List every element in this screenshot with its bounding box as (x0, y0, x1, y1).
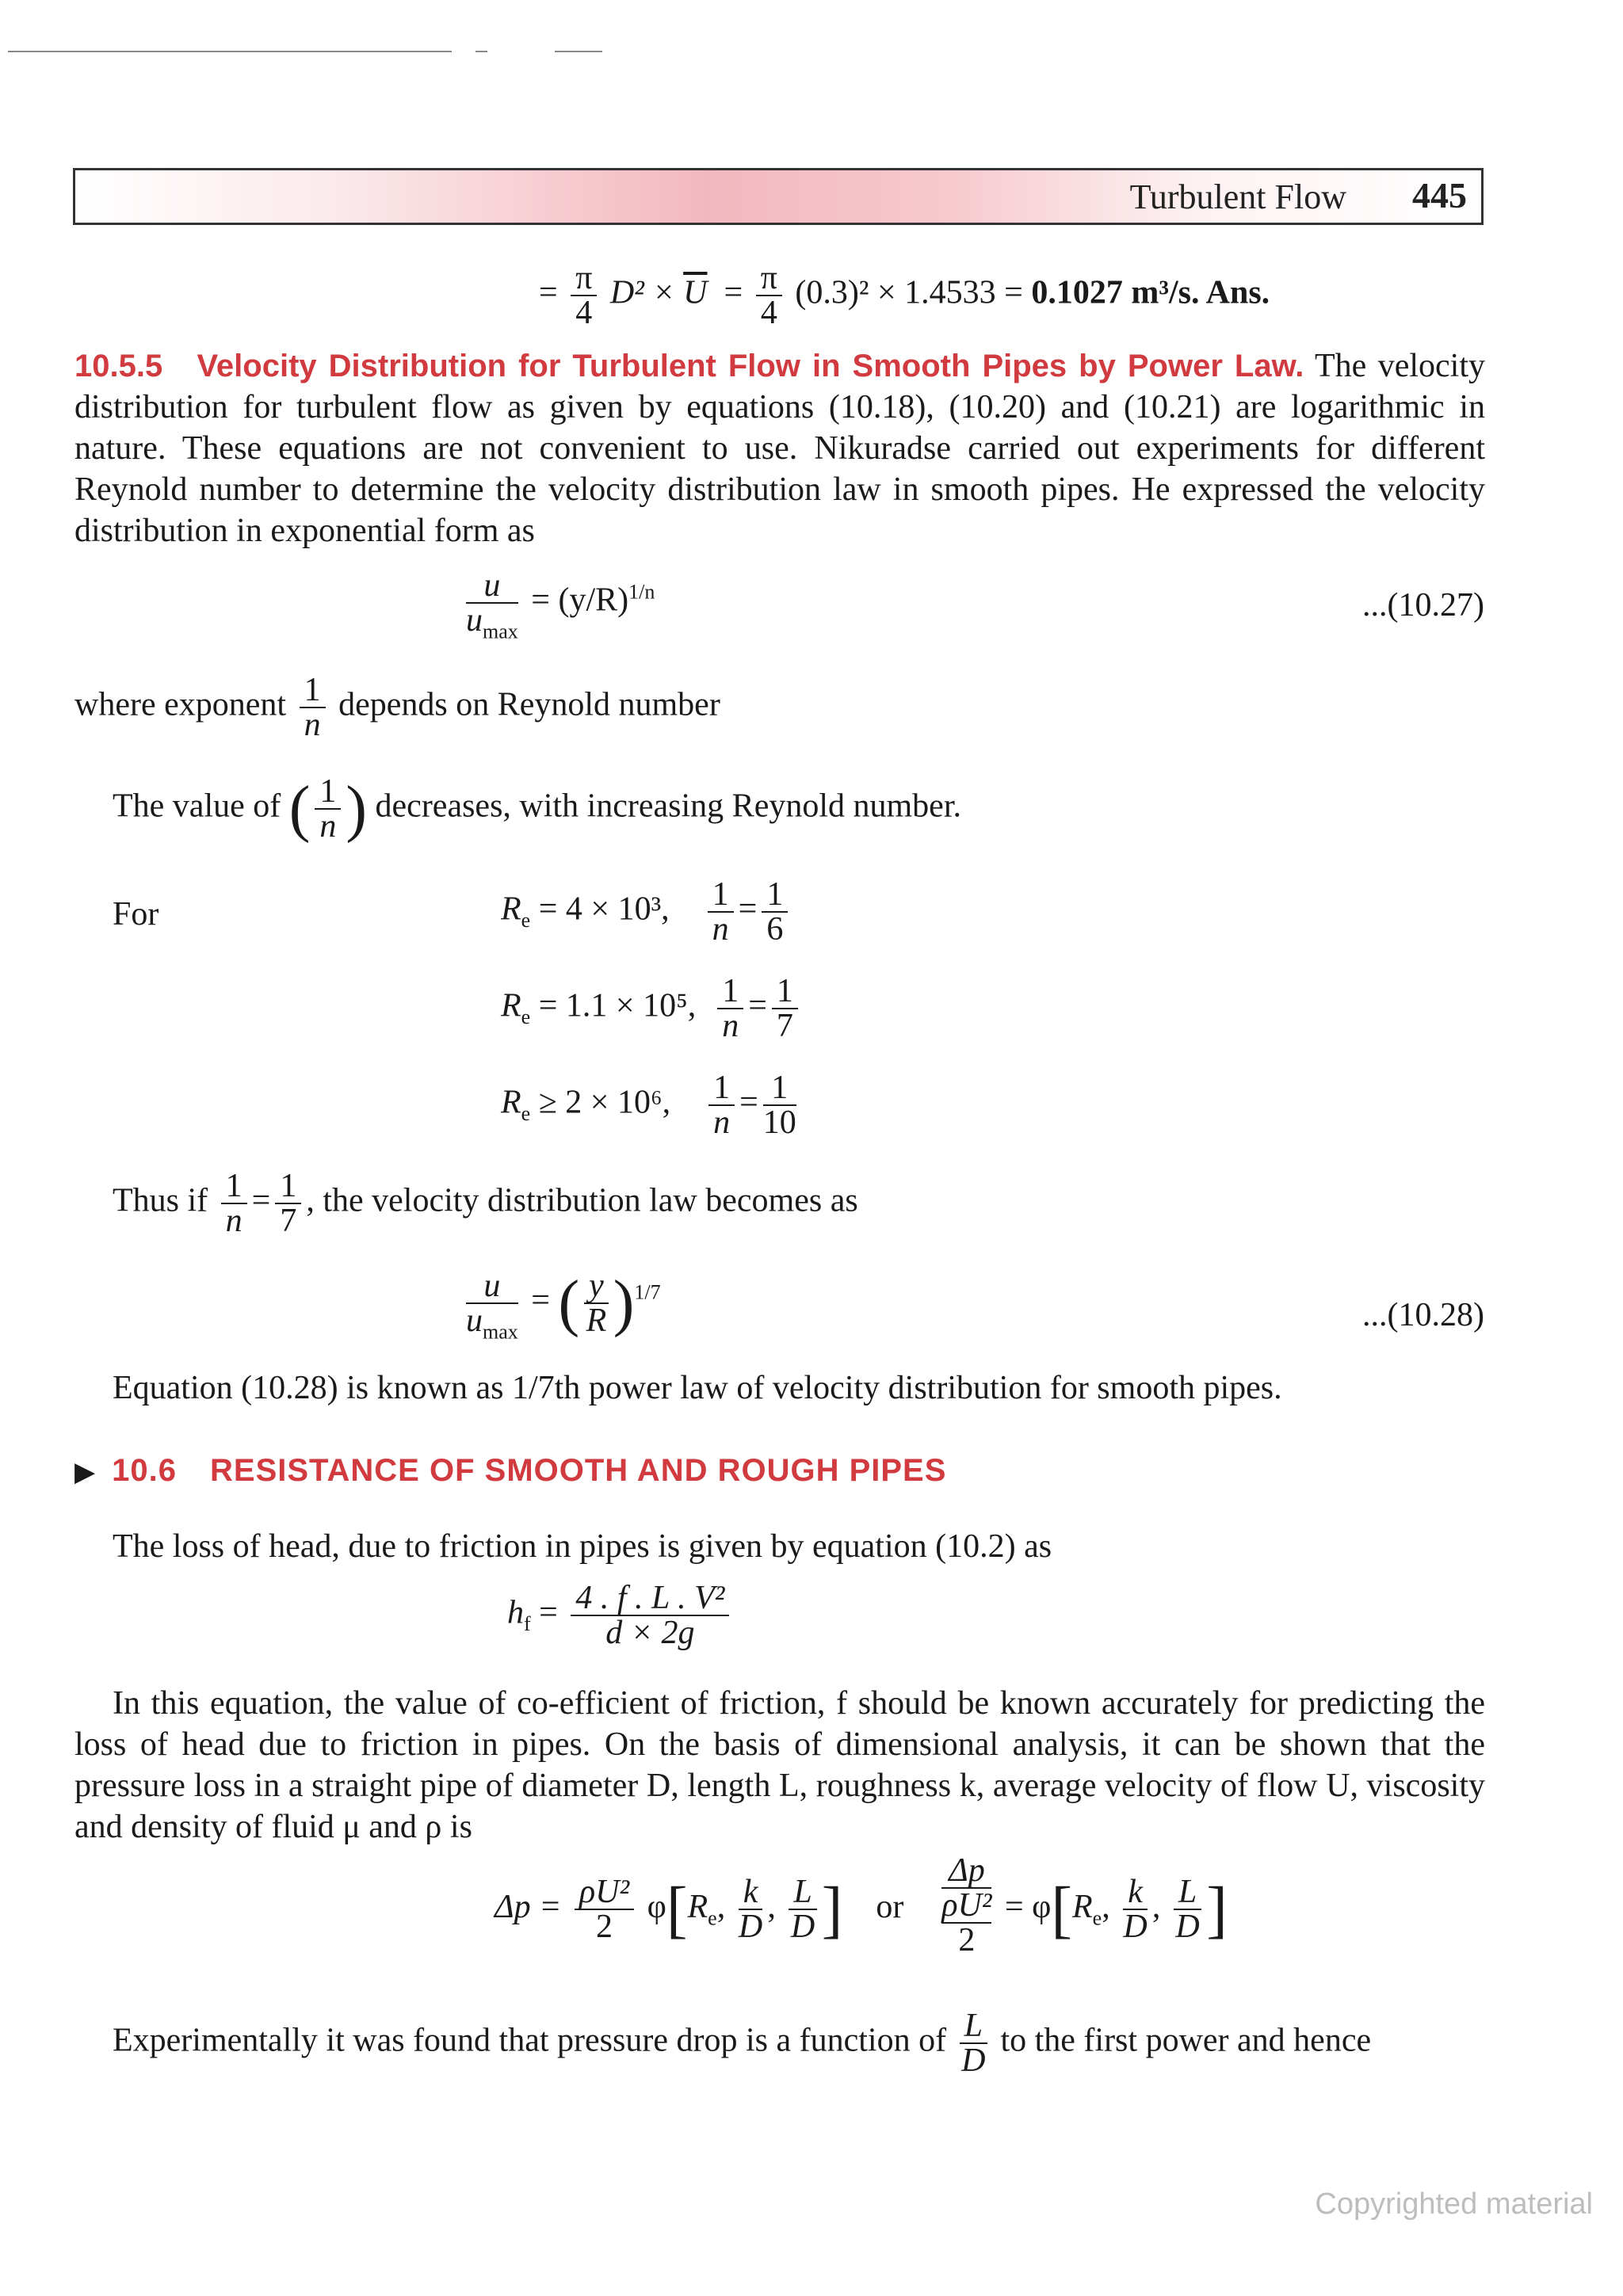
section-10-5-5 (74, 345, 1485, 551)
section-body: The velocity distribution for turbulent flow as given by equations (10.18), (10.20) and (10.21) are logarithmic in nature. These equations are not convenient to use. Nikuradse carried out experiments for different Reynold number to determine the velocity distribution law in smooth pipes. He expressed the velocity distribution in exponential form as (74, 348, 1486, 549)
copyright-watermark: Copyrighted material (1315, 2187, 1593, 2221)
case-row: $R_e = 1.1 \times 10^5$, $\frac{1}{n}$ = $\frac{1}{7}$ (501, 974, 803, 1043)
equation-pressure-loss: Δp = $\frac{\text{ρU²}}{2}$ $\varphi[R_e$, $\frac{k}{D}$ , $\frac{L}{D}$ ] or Δp ρU² 2 = $\varphi[R_e$, $\frac{k}{D}$ , $\frac{L}{D}$ ] (495, 1852, 1228, 1958)
section-number: 10.6 (112, 1453, 178, 1488)
header-title: Turbulent Flow (1129, 177, 1346, 216)
value-of-line: The value of ( $\frac{1}{n}$ ) decreases, with increasing Reynold number. (113, 773, 961, 845)
section-number: 10.5.5 (74, 349, 163, 383)
running-header (73, 168, 1484, 225)
scan-line (555, 51, 602, 52)
eq-1028-note: Equation (10.28) is known as 1/7th power law of velocity distribution for smooth pipes. (113, 1370, 1282, 1406)
scan-line (8, 51, 452, 52)
equation-discharge: = $\frac{\pi}{4}$ $D^2 \times \overline{U}$ = $\frac{\pi}{4}$ (0.3)² × 1.4533 = 0.1027 m³/s. Ans. (539, 260, 1270, 331)
scan-line (475, 51, 487, 52)
arrow-right-icon: ▶ (74, 1458, 96, 1487)
equation-10-28: $\frac{u}{u_{max}}$ = ( $\frac{y}{R}$ )$^{1/7}$ (466, 1268, 661, 1344)
section-title: Velocity Distribution for Turbulent Flow in Smooth Pipes by Power Law. (197, 349, 1304, 383)
where-exponent-line: where exponent $\frac{1}{n}$ depends on Reynold number (74, 672, 720, 743)
equation-number: ...(10.28) (1362, 1297, 1484, 1333)
equation-10-27: $\frac{u}{u_{max}}$ = $(y/R)^{1/n}$ (466, 567, 655, 643)
equation-head-loss: $h_f$ = $\frac{\text{4 . f . L . V²}}{d \times 2g}$ (507, 1581, 734, 1650)
friction-paragraph: In this equation, the value of co-efficient of friction, f should be known accurately for predicting the loss of head due to friction in pipes. On the basis of dimensional analysis, it can be shown that the pressure loss in a straight pipe of diameter D, length L, roughness k, average velocity of flow U, viscosity and density of fluid μ and ρ is (74, 1685, 1485, 1845)
case-row: $R_e \ge 2 \times 10^6$, $\frac{1}{n}$ = $\frac{1}{10}$ (501, 1070, 796, 1141)
thus-if-line: Thus if $\frac{1}{n}$ = $\frac{1}{7}$ , the velocity distribution law becomes as (113, 1168, 858, 1239)
section-10-6-heading (74, 1450, 946, 1493)
loss-intro: The loss of head, due to friction in pipes is given by equation (10.2) as (113, 1528, 1052, 1565)
section-title: RESISTANCE OF SMOOTH AND ROUGH PIPES (210, 1453, 947, 1488)
experimental-line: Experimentally it was found that pressure drop is a function of $\frac{L}{D}$ to the first power and hence (113, 2008, 1372, 2079)
equation-number: ...(10.27) (1362, 587, 1484, 624)
page-number: 445 (1412, 175, 1467, 215)
for-label: For (113, 896, 159, 933)
case-row: $R_e = 4 \times 10^3$, $\frac{1}{n}$ = $\frac{1}{6}$ (501, 878, 792, 946)
